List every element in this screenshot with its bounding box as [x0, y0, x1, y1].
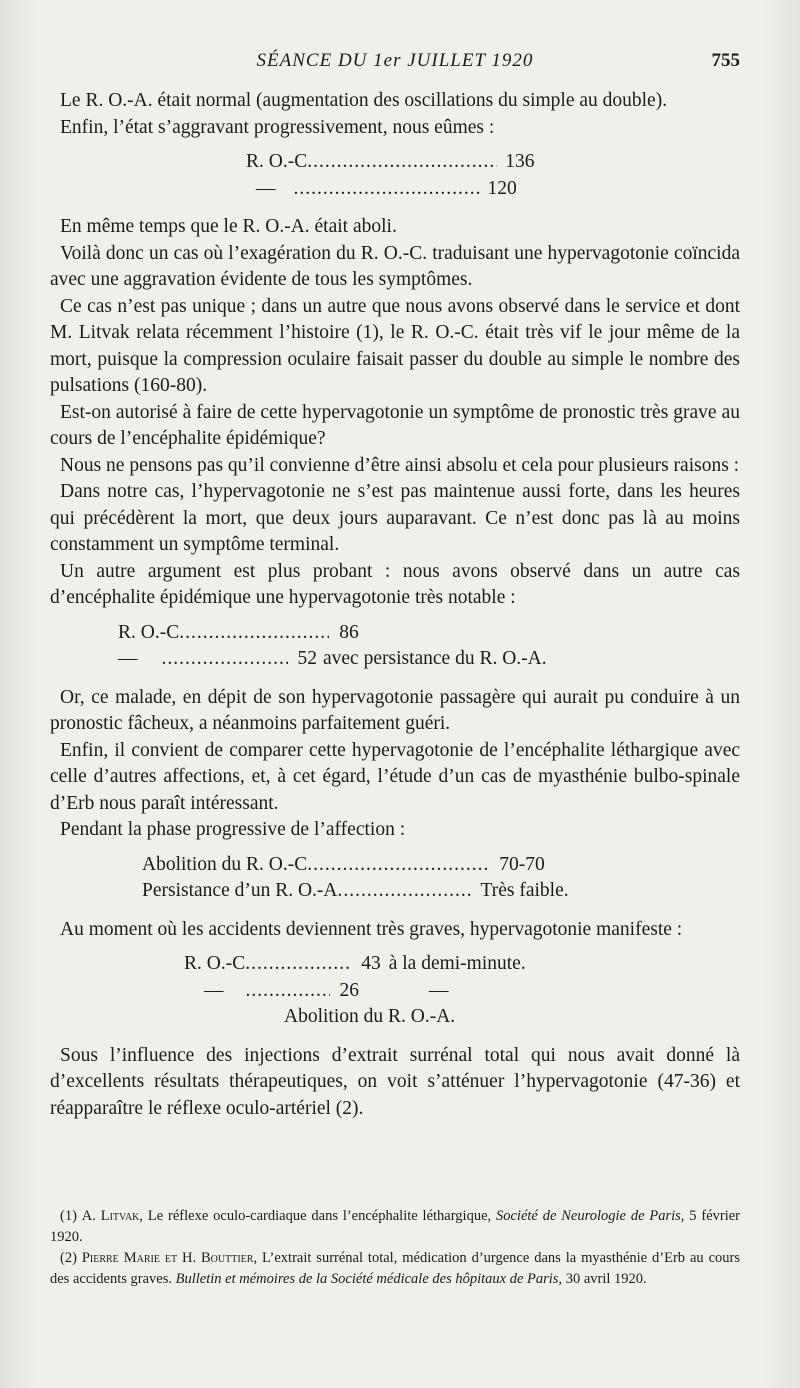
value-row — [50, 149, 740, 176]
paragraph: Pendant la phase progressive de l’affection : — [60, 819, 406, 840]
footnote-text: Le réflexe oculo-cardiaque dans l’encéphalite léthargique, — [147, 1208, 492, 1224]
row-value: 70-70 — [499, 853, 545, 875]
footnote-journal: Société de Neurologie de Paris, — [496, 1208, 685, 1224]
footnotes — [50, 1206, 740, 1290]
row-note: à la demi-minute. — [388, 953, 526, 974]
row-label: — — [204, 979, 224, 1001]
paragraph: Est-on autorisé à faire de cette hypervagotonie un symptôme de pronostic très grave au cours de l’encéphalite épidémique? — [50, 401, 740, 449]
footnote-journal: Bulletin et mémoires de la Société médicale des hôpitaux de Paris, — [175, 1271, 563, 1287]
leader-dots — [294, 176, 480, 203]
footnote-author: A. Litvak, — [81, 1208, 144, 1224]
paragraph: Dans notre cas, l’hypervagotonie ne s’est pas maintenue aussi forte, dans les heures qui précédèrent la mort, que deux jours auparavant. Ce n’est donc pas là au moins constamment un symptôme terminal. — [50, 481, 740, 555]
leader-dots — [162, 646, 288, 673]
value-row — [50, 978, 740, 1005]
value-row — [50, 176, 740, 203]
row-value: Très faible. — [480, 880, 569, 901]
footnote-marker: (2) — [60, 1250, 77, 1266]
row-label: Abolition du R. O.-C — [142, 853, 308, 875]
paragraph: Sous l’influence des injections d’extrait surrénal total qui nous avait donné là d’excellents résultats thérapeutiques, on voit s’atténuer l’hypervagotonie (47-36) et réapparaître le réflexe oculo-artériel (2). — [50, 1044, 740, 1119]
row-label: — — [256, 177, 276, 199]
row-value: 26 — [339, 979, 359, 1001]
row-note: avec persistance du R. O.-A. — [323, 648, 547, 669]
leader-dots — [245, 951, 351, 978]
value-row — [50, 852, 740, 879]
value-row — [50, 951, 740, 978]
row-value: 120 — [487, 177, 517, 199]
paragraph: Le R. O.-A. était normal (augmentation des oscillations du simple au double). — [60, 90, 668, 111]
footnote-text: L’extrait surrénal total, médication d’urgence dans la myasthénie d’Erb au cours des accidents graves. — [50, 1250, 740, 1287]
footnote-date: 30 avril 1920. — [565, 1271, 647, 1287]
row-value: 136 — [505, 151, 535, 172]
row-label: R. O.-C — [246, 151, 308, 172]
value-row — [50, 1004, 740, 1031]
leader-dots — [307, 852, 489, 879]
leader-dots — [179, 620, 329, 647]
row-value: 86 — [339, 621, 359, 643]
footnote — [50, 1206, 740, 1248]
value-row — [50, 646, 740, 673]
leader-dots — [246, 978, 330, 1005]
row-value: 52 — [297, 648, 317, 669]
running-title: SÉANCE DU 1er JUILLET 1920 — [256, 50, 534, 71]
paragraph: Un autre argument est plus probant : nous avons observé dans un autre cas d’encéphalite épidémique une hypervagotonie très notable : — [50, 560, 740, 608]
row-label: R. O.-C — [118, 621, 180, 643]
paragraph: Voilà donc un cas où l’exagération du R. O.-C. traduisant une hypervagotonie coïncida avec une aggravation évidente de tous les symptômes. — [50, 242, 740, 290]
value-row — [50, 620, 740, 647]
leader-dots — [338, 878, 471, 905]
paragraph: Enfin, il convient de comparer cette hypervagotonie de l’encéphalite léthargique avec celle d’autres affections, et, à cet égard, l’étude d’un cas de myasthénie bulbo-spinale d’Erb nous paraît intéressant. — [50, 739, 740, 814]
paragraph: Or, ce malade, en dépit de son hypervagotonie passagère qui aurait pu conduire à un pronostic fâcheux, a néanmoins parfaitement guéri. — [50, 686, 740, 734]
body-text — [50, 88, 740, 1122]
value-row — [50, 878, 740, 905]
footnote — [50, 1248, 740, 1290]
row-value: 43 — [361, 953, 381, 974]
paragraph: Ce cas n’est pas unique ; dans un autre que nous avons observé dans le service et dont M. Litvak relata récemment l’histoire (1), le R. O.-C. était très vif le jour même de la mort, puisque la compression oculaire faisait passer du double au simple le nombre des pulsations (160-80). — [50, 295, 740, 396]
row-label: — — [118, 648, 138, 669]
paragraph: En même temps que le R. O.-A. était aboli. — [60, 216, 397, 237]
row-label: Persistance d’un R. O.-A — [142, 880, 338, 901]
row-label: R. O.-C — [184, 953, 246, 974]
footnote-date: 5 février 1920. — [50, 1208, 741, 1245]
page-number: 755 — [711, 50, 740, 71]
paragraph: Au moment où les accidents deviennent très graves, hypervagotonie manifeste : — [60, 918, 683, 940]
row-label: Abolition du R. O.-A. — [284, 1006, 456, 1027]
leader-dots — [307, 149, 497, 176]
row-note: — — [429, 979, 449, 1001]
paragraph: Enfin, l’état s’aggravant progressivement, nous eûmes : — [60, 116, 495, 138]
footnote-author: Pierre Marie et H. Bouttier, — [81, 1250, 258, 1266]
running-head — [50, 50, 740, 74]
paragraph: Nous ne pensons pas qu’il convienne d’être ainsi absolu et cela pour plusieurs raisons : — [60, 454, 740, 476]
footnote-marker: (1) — [60, 1208, 77, 1224]
